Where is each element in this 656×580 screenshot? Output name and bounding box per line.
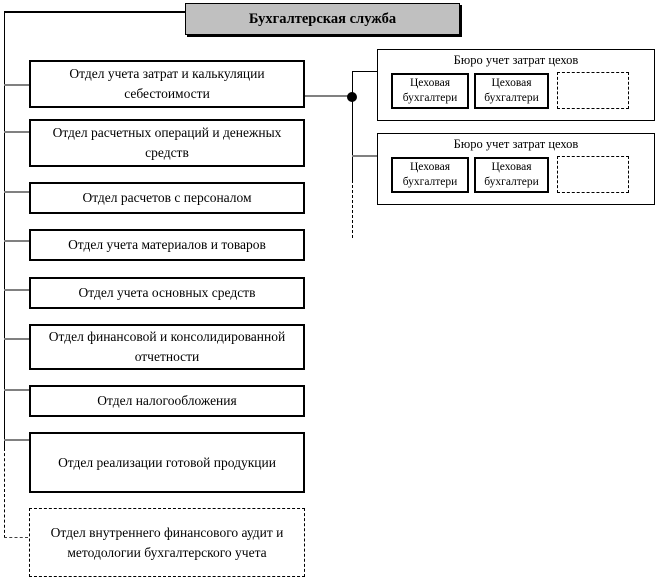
- connector-stub-dept-7: [4, 389, 29, 391]
- department-label: Отдел внутреннего финансового аудит и методологии бухгалтерского учета: [50, 524, 284, 560]
- connector-stub-dept-6: [4, 338, 29, 340]
- connector-stub-dept-1: [4, 84, 29, 86]
- connector-stub-dept-8: [4, 439, 29, 441]
- bureau-title: Бюро учет затрат цехов: [453, 137, 579, 151]
- connector-dept1-to-bureaus: [305, 95, 352, 97]
- department-box-cost-accounting: [29, 60, 305, 108]
- root-box-label: Бухгалтерская служба: [248, 10, 397, 27]
- bureau-group-1: [377, 49, 655, 121]
- department-label: Отдел расчетных операций и денежных средств: [52, 125, 282, 160]
- department-box-personnel-settlements: [29, 182, 305, 214]
- department-label: Отдел реализации готовой продукции: [58, 454, 276, 470]
- connector-left-trunk: [4, 11, 5, 448]
- department-box-financial-reporting: [29, 324, 305, 370]
- bureau-group-2: [377, 133, 655, 205]
- unit-placeholder-box-dashed: [557, 156, 629, 193]
- unit-label: Цеховая бухгалтери: [484, 161, 539, 188]
- connector-right-trunk-dashed: [352, 180, 353, 238]
- connector-root-horizontal: [4, 11, 185, 13]
- root-box: [185, 3, 460, 35]
- unit-label: Цеховая бухгалтери: [402, 77, 458, 104]
- unit-box-shop-accounting: [474, 157, 549, 193]
- department-label: Отдел учета материалов и товаров: [68, 237, 266, 253]
- connector-stub-bureau-2: [352, 155, 377, 157]
- department-box-fixed-assets: [29, 277, 305, 309]
- connector-stub-dept-3: [4, 191, 29, 193]
- department-box-finished-products: [29, 432, 305, 493]
- connector-stub-dept-4: [4, 240, 29, 242]
- connector-stub-dept-9-dashed: [4, 537, 28, 538]
- unit-box-shop-accounting: [391, 73, 469, 109]
- department-box-settlement-operations: [29, 119, 305, 167]
- department-label: Отдел финансовой и консолидированной отчетности: [48, 329, 286, 364]
- unit-box-shop-accounting: [474, 73, 549, 109]
- unit-label: Цеховая бухгалтери: [402, 161, 458, 188]
- unit-box-shop-accounting: [391, 157, 469, 193]
- connector-stub-bureau-1: [352, 71, 377, 72]
- department-label: Отдел учета затрат и калькуляции себестоимости: [69, 66, 265, 101]
- department-box-materials-goods: [29, 229, 305, 261]
- department-label: Отдел расчетов с персоналом: [82, 190, 252, 206]
- unit-label: Цеховая бухгалтери: [484, 77, 539, 104]
- department-box-internal-audit-dashed: [29, 508, 305, 577]
- bureau-title: Бюро учет затрат цехов: [453, 53, 579, 67]
- connector-right-trunk: [352, 71, 353, 180]
- department-label: Отдел налогообложения: [97, 393, 237, 409]
- connector-stub-dept-5: [4, 289, 29, 291]
- department-label: Отдел учета основных средств: [78, 285, 256, 301]
- department-box-taxation: [29, 385, 305, 417]
- unit-placeholder-box-dashed: [557, 72, 629, 109]
- connector-left-trunk-dashed: [4, 448, 5, 538]
- connector-stub-dept-2: [4, 131, 29, 133]
